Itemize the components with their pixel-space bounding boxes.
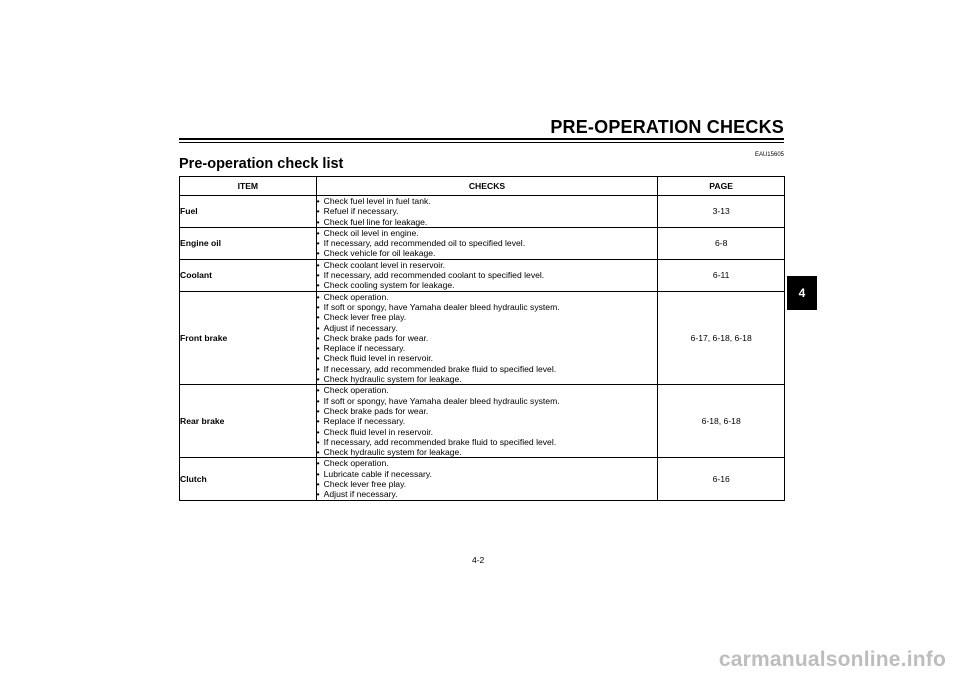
bullet-icon: • xyxy=(316,301,320,312)
bullet-icon: • xyxy=(316,248,320,259)
check-item xyxy=(317,206,658,216)
check-text: Check fluid level in reservoir. xyxy=(323,353,434,364)
header-rule-thick xyxy=(179,138,784,140)
check-item xyxy=(317,447,658,457)
check-text: Check brake pads for wear. xyxy=(323,332,429,343)
page-ref-cell: 3-13 xyxy=(658,196,785,228)
page-ref-cell: 6-11 xyxy=(658,259,785,291)
bullet-icon: • xyxy=(316,270,320,281)
check-text: Check hydraulic system for leakage. xyxy=(323,374,462,385)
check-item xyxy=(317,302,658,312)
table-row xyxy=(180,291,785,385)
check-item xyxy=(317,396,658,406)
check-item xyxy=(317,364,658,374)
checks-cell xyxy=(316,196,658,228)
bullet-icon: • xyxy=(316,374,320,385)
check-text: Refuel if necessary. xyxy=(323,206,399,217)
item-cell: Coolant xyxy=(180,259,317,291)
check-text: Check lever free play. xyxy=(323,312,407,323)
bullet-icon: • xyxy=(316,416,320,427)
watermark: carmanualsonline.info xyxy=(718,648,946,671)
check-item xyxy=(317,333,658,343)
bullet-icon: • xyxy=(316,238,320,249)
table-header-row xyxy=(180,177,785,196)
page-ref-cell: 6-18, 6-18 xyxy=(658,385,785,458)
check-text: Check lever free play. xyxy=(323,479,407,490)
checks-cell xyxy=(316,259,658,291)
check-text: Check fuel line for leakage. xyxy=(323,216,428,227)
bullet-icon: • xyxy=(316,363,320,374)
check-text: Check operation. xyxy=(323,291,389,302)
bullet-icon: • xyxy=(316,405,320,416)
column-header-checks: CHECKS xyxy=(316,177,658,196)
check-item xyxy=(317,469,658,479)
check-text: Lubricate cable if necessary. xyxy=(323,468,432,479)
check-text: Replace if necessary. xyxy=(323,416,406,427)
check-item xyxy=(317,280,658,290)
bullet-icon: • xyxy=(316,343,320,354)
chapter-title: PRE-OPERATION CHECKS xyxy=(550,117,784,137)
page-number: 4-2 xyxy=(472,555,485,565)
bullet-icon: • xyxy=(316,395,320,406)
check-text: Check fluid level in reservoir. xyxy=(323,426,434,437)
table-row xyxy=(180,259,785,291)
check-text: If soft or spongy, have Yamaha dealer bleed hydraulic system. xyxy=(323,395,560,406)
check-text: If necessary, add recommended brake fluid to specified level. xyxy=(323,363,557,374)
check-text: Check operation. xyxy=(323,458,389,469)
check-item xyxy=(317,196,658,206)
bullet-icon: • xyxy=(316,312,320,323)
check-text: Check vehicle for oil leakage. xyxy=(323,248,436,259)
bullet-icon: • xyxy=(316,291,320,302)
check-item xyxy=(317,489,658,499)
item-cell: Fuel xyxy=(180,196,317,228)
check-text: If soft or spongy, have Yamaha dealer bleed hydraulic system. xyxy=(323,301,560,312)
check-item xyxy=(317,479,658,489)
chapter-tab: 4 xyxy=(787,276,817,310)
check-text: Check operation. xyxy=(323,385,389,396)
bullet-icon: • xyxy=(316,280,320,291)
check-item xyxy=(317,416,658,426)
check-item xyxy=(317,353,658,363)
bullet-icon: • xyxy=(316,216,320,227)
table-row xyxy=(180,227,785,259)
check-text: Check hydraulic system for leakage. xyxy=(323,447,462,458)
item-cell: Rear brake xyxy=(180,385,317,458)
check-text: Adjust if necessary. xyxy=(323,322,398,333)
check-item xyxy=(317,292,658,302)
check-item xyxy=(317,437,658,447)
item-cell: Front brake xyxy=(180,291,317,385)
column-header-page: PAGE xyxy=(658,177,785,196)
check-item xyxy=(317,343,658,353)
check-item xyxy=(317,427,658,437)
check-item xyxy=(317,228,658,238)
table-row xyxy=(180,385,785,458)
check-item xyxy=(317,312,658,322)
bullet-icon: • xyxy=(316,206,320,217)
bullet-icon: • xyxy=(316,489,320,500)
check-item xyxy=(317,406,658,416)
check-text: Check cooling system for leakage. xyxy=(323,280,455,291)
check-text: Adjust if necessary. xyxy=(323,489,398,500)
doc-code: EAU15605 xyxy=(754,152,784,158)
check-item xyxy=(317,217,658,227)
bullet-icon: • xyxy=(316,322,320,333)
bullet-icon: • xyxy=(316,385,320,396)
page-ref-cell: 6-16 xyxy=(658,458,785,500)
check-item xyxy=(317,374,658,384)
check-text: If necessary, add recommended brake fluid to specified level. xyxy=(323,436,557,447)
check-item xyxy=(317,458,658,468)
header-rule-thin xyxy=(179,142,784,143)
check-text: Check coolant level in reservoir. xyxy=(323,259,445,270)
table-row xyxy=(180,196,785,228)
checks-cell xyxy=(316,385,658,458)
page-ref-cell: 6-17, 6-18, 6-18 xyxy=(658,291,785,385)
check-item xyxy=(317,385,658,395)
check-item xyxy=(317,260,658,270)
check-text: If necessary, add recommended coolant to specified level. xyxy=(323,270,545,281)
check-text: Check brake pads for wear. xyxy=(323,405,429,416)
checks-cell xyxy=(316,458,658,500)
bullet-icon: • xyxy=(316,196,320,206)
bullet-icon: • xyxy=(316,332,320,343)
check-item xyxy=(317,248,658,258)
bullet-icon: • xyxy=(316,426,320,437)
bullet-icon: • xyxy=(316,436,320,447)
bullet-icon: • xyxy=(316,479,320,490)
check-item xyxy=(317,323,658,333)
checks-cell xyxy=(316,291,658,385)
check-list-table xyxy=(179,176,785,501)
bullet-icon: • xyxy=(316,447,320,458)
bullet-icon: • xyxy=(316,353,320,364)
check-item xyxy=(317,270,658,280)
bullet-icon: • xyxy=(316,468,320,479)
item-cell: Clutch xyxy=(180,458,317,500)
check-text: If necessary, add recommended oil to specified level. xyxy=(323,238,526,249)
page-ref-cell: 6-8 xyxy=(658,227,785,259)
bullet-icon: • xyxy=(316,227,320,238)
column-header-item: ITEM xyxy=(180,177,317,196)
bullet-icon: • xyxy=(316,259,320,270)
check-item xyxy=(317,238,658,248)
item-cell: Engine oil xyxy=(180,227,317,259)
bullet-icon: • xyxy=(316,458,320,469)
check-text: Replace if necessary. xyxy=(323,343,406,354)
checks-cell xyxy=(316,227,658,259)
check-text: Check fuel level in fuel tank. xyxy=(323,196,431,206)
check-text: Check oil level in engine. xyxy=(323,227,419,238)
section-title: Pre-operation check list xyxy=(179,156,344,172)
table-row xyxy=(180,458,785,500)
